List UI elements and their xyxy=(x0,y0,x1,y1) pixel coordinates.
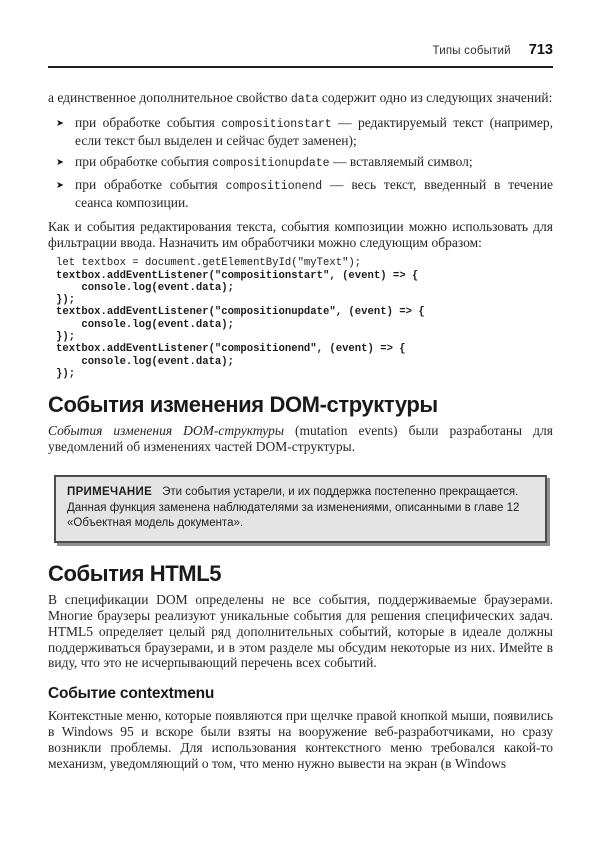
code-line: }); xyxy=(56,294,76,307)
running-title: Типы событий xyxy=(432,45,511,57)
code-line: console.log(event.data); xyxy=(56,318,235,331)
section-heading-html5: События HTML5 xyxy=(48,560,222,586)
list-item xyxy=(48,177,553,211)
list-item xyxy=(48,115,553,149)
list-item xyxy=(48,154,553,172)
page-number: 713 xyxy=(528,42,553,58)
paragraph-intro xyxy=(48,90,553,108)
bullet-text: при обработке события xyxy=(75,114,222,130)
inline-code-compositionstart: compositionstart xyxy=(221,117,332,131)
code-line: }); xyxy=(56,331,76,344)
note-label: ПРИМЕЧАНИЕ xyxy=(67,486,153,499)
inline-code-compositionupdate: compositionupdate xyxy=(212,156,330,170)
bullet-text: при обработке события xyxy=(75,176,226,192)
bullet-arrow-icon: ➤ xyxy=(56,179,64,191)
section-heading-dom-mutation: События изменения DOM-структуры xyxy=(48,392,438,418)
bullet-arrow-icon: ➤ xyxy=(56,156,64,168)
subsection-heading-contextmenu: Событие contextmenu xyxy=(48,685,215,703)
code-line: textbox.addEventListener("compositionupdate", (event) => { xyxy=(56,306,425,319)
paragraph-dom-mutation-italic: События изменения DOM-структуры xyxy=(48,423,284,439)
inline-code-compositionend: compositionend xyxy=(225,179,323,193)
code-line: console.log(event.data); xyxy=(56,281,235,294)
bullet-text-end: — весь текст, введенный в течение сеанса композиции. xyxy=(75,176,553,210)
note-text: Эти события устарели, и их поддержка постепенно прекращается. Данная функция заменена наблюдателями за изменениями, описанными в главе 12 «Объектная модель документа». xyxy=(67,486,520,530)
code-line: let textbox = document.getElementById("myText"); xyxy=(56,257,362,270)
paragraph-intro-text-end: содержит одно из следующих значений: xyxy=(318,90,553,105)
bullet-list xyxy=(48,115,553,211)
code-line: textbox.addEventListener("compositionstart", (event) => { xyxy=(56,269,419,282)
bullet-text-end: — редактируемый текст (например, если текст был выделен и сейчас будет заменен); xyxy=(75,114,553,148)
code-line: }); xyxy=(56,367,76,380)
note-box xyxy=(54,475,547,543)
paragraph-html5: В спецификации DOM определены не все события, поддерживаемые браузерами. Многие браузеры реализуют уникальные события для решения специфических задач. HTML5 определяет целый ряд дополнительных событий, которые в идеале должны поддерживаться браузерами, и в этом разделе мы обсудим некоторые из них. Имейте в виду, что это не исчерпывающий перечень всех событий. xyxy=(48,591,553,671)
code-line: textbox.addEventListener("compositionend", (event) => { xyxy=(56,343,406,356)
inline-code-data: data xyxy=(290,93,319,106)
bullet-text-end: — вставляемый символ; xyxy=(329,153,473,169)
paragraph-dom-mutation xyxy=(48,423,553,455)
paragraph-contextmenu: Контекстные меню, которые появляются при щелчке правой кнопкой мыши, появились в Windows 95 и вскоре были взяты на вооружение веб-разработчиками, но сразу возникли проблемы. Для использования контекстного меню требовался какой-то механизм, уведомляющий о том, что меню нужно вывести на экран (в Windows xyxy=(48,708,553,772)
page-content xyxy=(48,42,553,772)
code-line: console.log(event.data); xyxy=(56,355,235,368)
paragraph-composition-usage: Как и события редактирования текста, события композиции можно использовать для фильтрации ввода. Назначить им обработчики можно следующим образом: xyxy=(48,219,553,251)
code-block xyxy=(48,257,553,380)
paragraph-intro-text: а единственное дополнительное свойство xyxy=(48,90,291,105)
paragraph-dom-mutation-rest: (mutation events) были разработаны для уведомлений об изменениях частей DOM-структуры. xyxy=(48,423,553,455)
running-header xyxy=(48,42,553,68)
bullet-arrow-icon: ➤ xyxy=(56,117,64,129)
bullet-text: при обработке события xyxy=(75,153,213,169)
